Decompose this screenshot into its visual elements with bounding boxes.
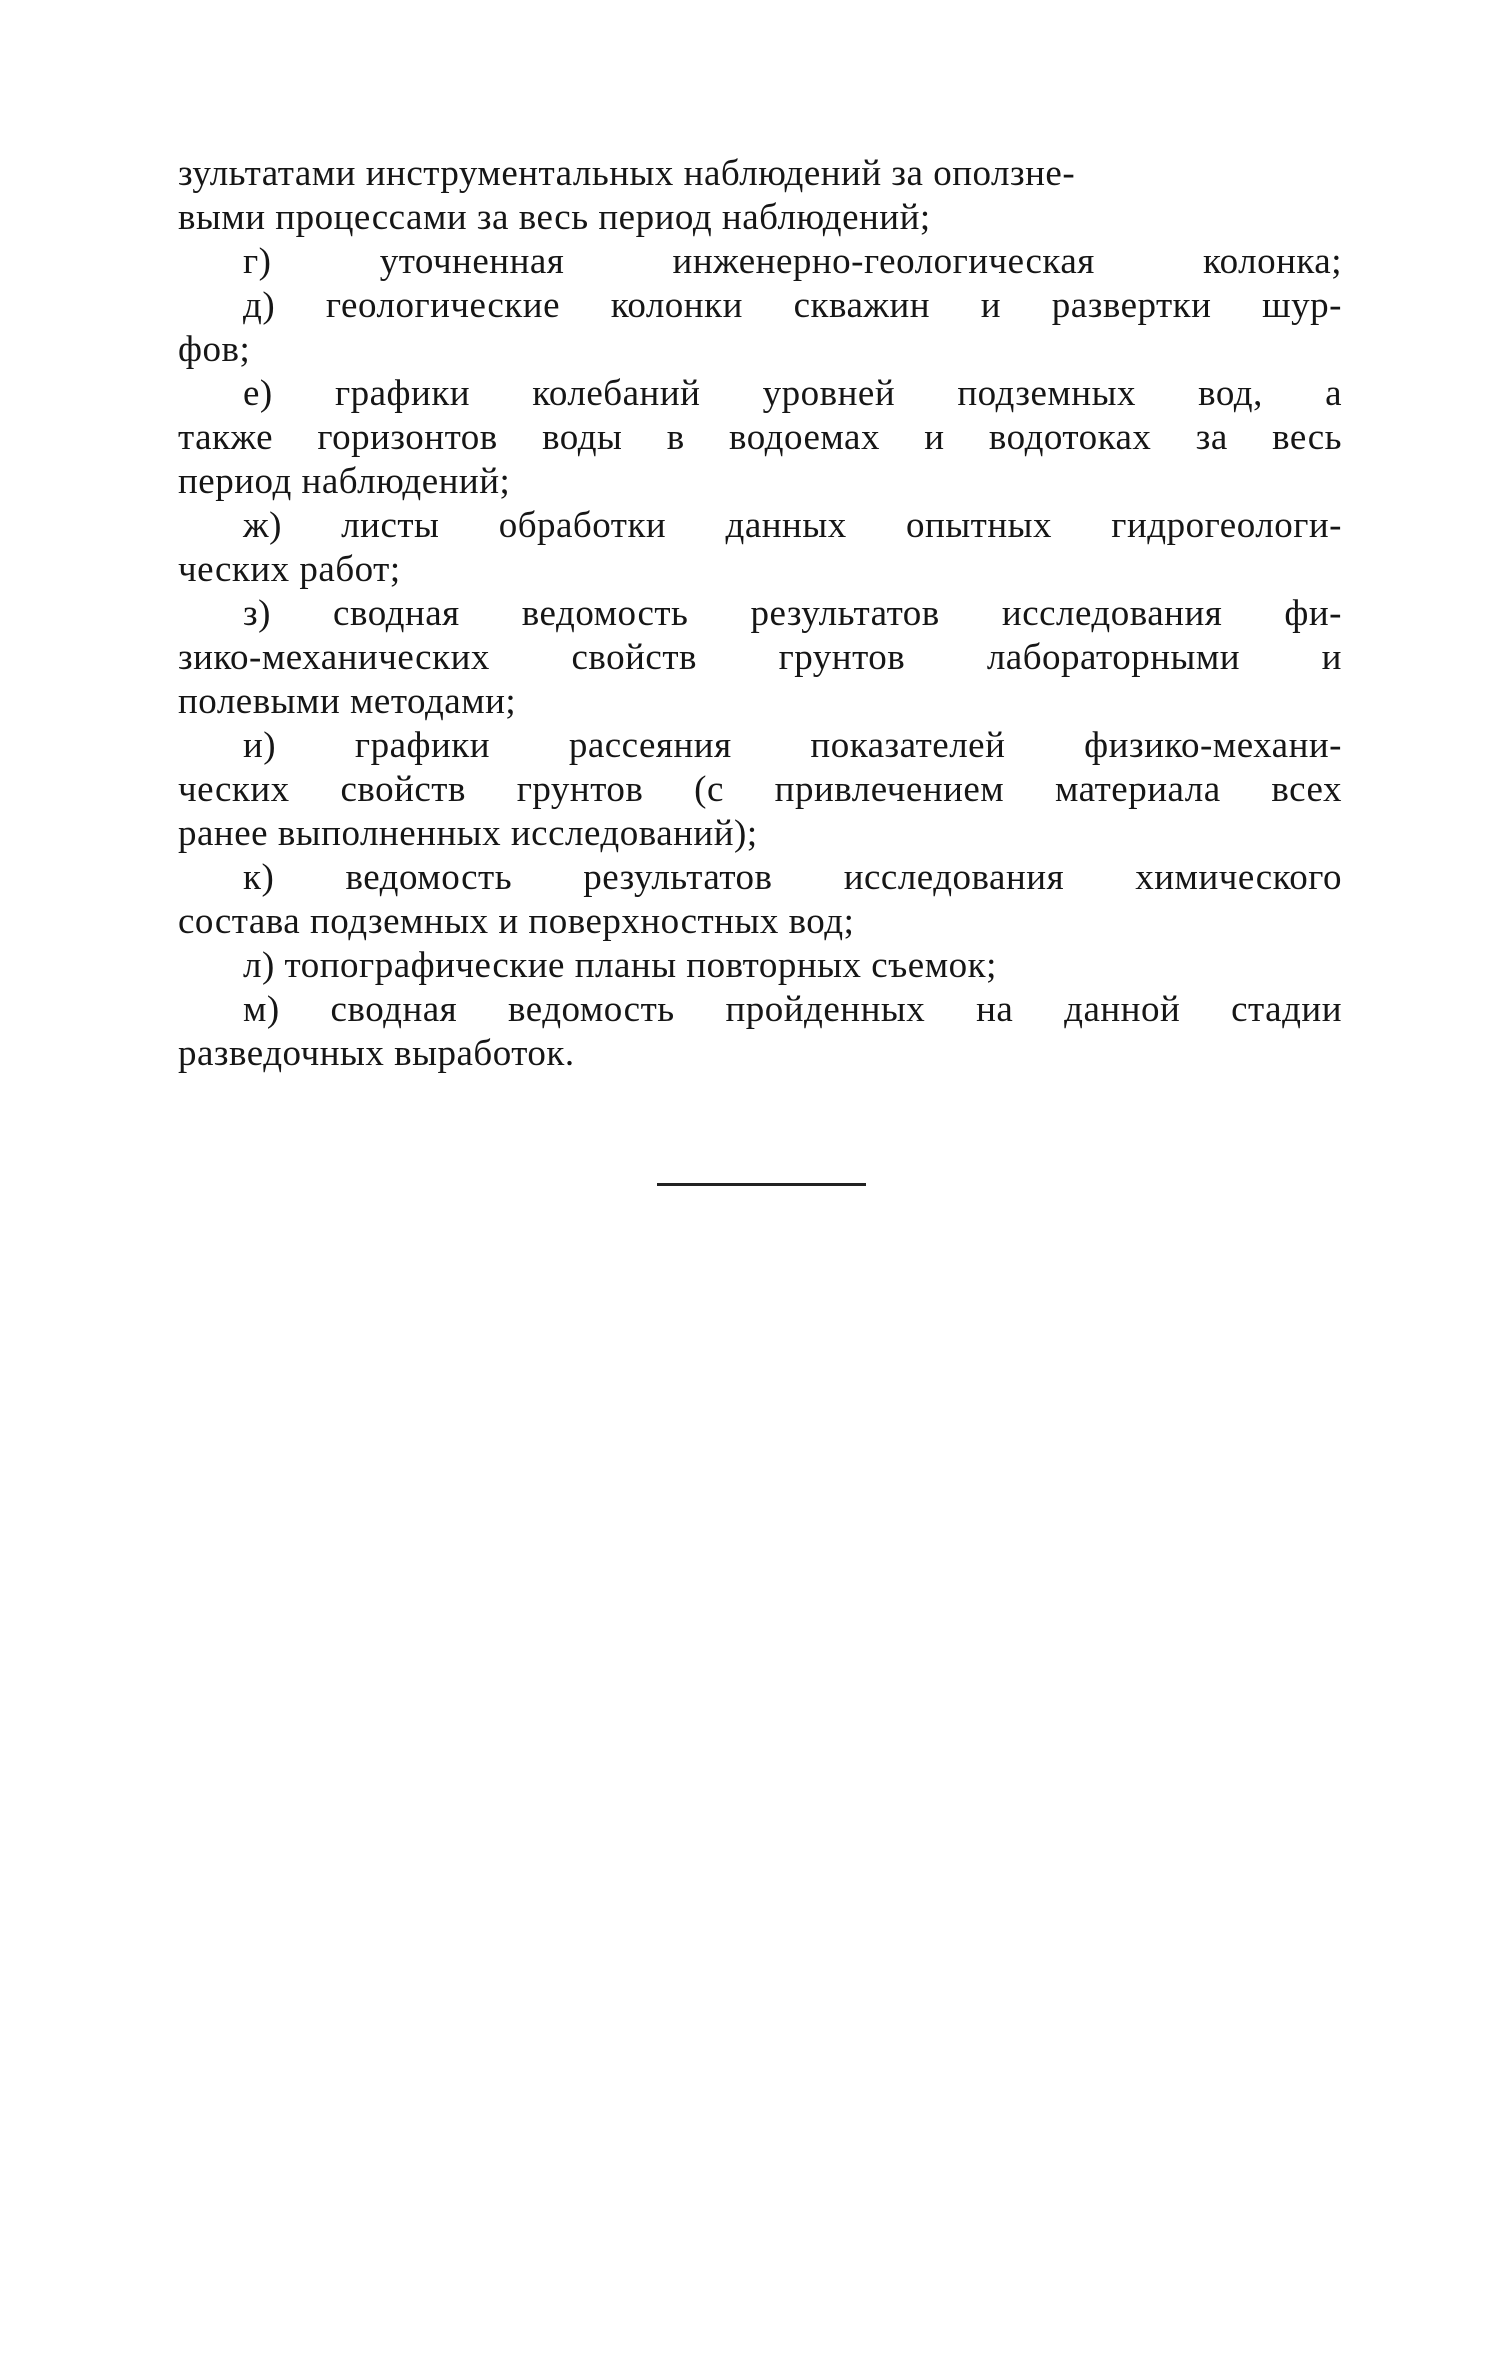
- text-line: разведочных выработок.: [178, 1033, 575, 1074]
- text-line: состава подземных и поверхностных вод;: [178, 901, 855, 942]
- text-line: ческих свойств грунтов (с привлечением материала всех: [178, 769, 1342, 810]
- text-line: ческих работ;: [178, 549, 401, 590]
- text-line: также горизонтов воды в водоемах и водотоках за весь: [178, 417, 1342, 458]
- list-item-z: з) сводная ведомость результатов исследования фи-: [243, 593, 1342, 634]
- end-divider: [657, 1183, 866, 1186]
- text-line: фов;: [178, 329, 251, 370]
- list-item-m: м) сводная ведомость пройденных на данной стадии: [243, 989, 1342, 1030]
- text-line: зико-механических свойств грунтов лабораторными и: [178, 637, 1342, 678]
- text-line: выми процессами за весь период наблюдений;: [178, 197, 931, 238]
- list-item-g: г) уточненная инженерно-геологическая колонка;: [243, 241, 1342, 282]
- text-line: ранее выполненных исследований);: [178, 813, 758, 854]
- list-item-zh: ж) листы обработки данных опытных гидрогеологи-: [243, 505, 1342, 546]
- list-item-l: л) топографические планы повторных съемок;: [243, 945, 997, 986]
- text-line: зультатами инструментальных наблюдений за оползне-: [178, 153, 1076, 194]
- document-body: [178, 152, 1342, 1076]
- list-item-i: и) графики рассеяния показателей физико-механи-: [243, 725, 1342, 766]
- list-item-d: д) геологические колонки скважин и развертки шур-: [243, 285, 1342, 326]
- list-item-k: к) ведомость результатов исследования химического: [243, 857, 1342, 898]
- text-line: период наблюдений;: [178, 461, 511, 502]
- list-item-e: е) графики колебаний уровней подземных вод, а: [243, 373, 1342, 414]
- text-line: полевыми методами;: [178, 681, 517, 722]
